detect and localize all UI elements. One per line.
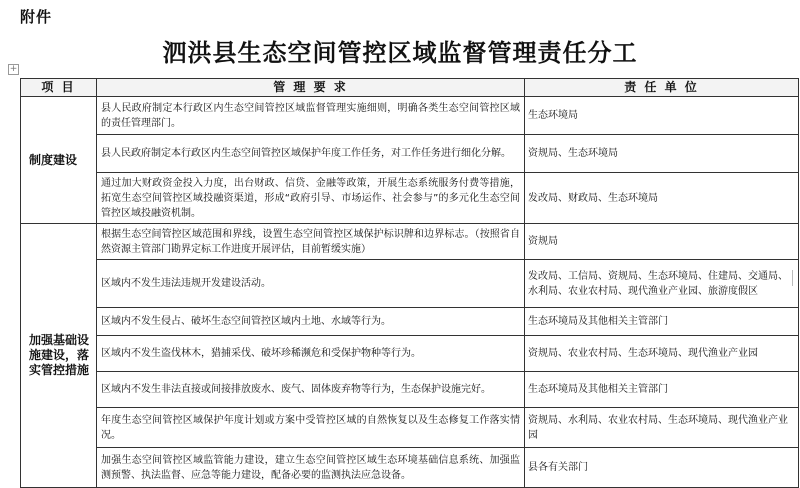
unit-cell: 生态环境局及其他相关主管部门 xyxy=(525,308,799,336)
document-title: 泗洪县生态空间管控区域监督管理责任分工 xyxy=(162,39,638,67)
table-row xyxy=(21,97,799,135)
category-cell: 制度建设 xyxy=(21,97,97,224)
requirement-cell: 区域内不发生违法违规开发建设活动。 xyxy=(97,260,525,308)
unit-cell: 县各有关部门 xyxy=(525,448,799,488)
requirement-cell: 县人民政府制定本行政区内生态空间管控区域监督管理实施细则，明确各类生态空间管控区域的责任管理部门。 xyxy=(97,97,525,135)
table-row xyxy=(21,336,799,372)
unit-cell: 发改局、工信局、资规局、生态环境局、住建局、交通局、水利局、农业农村局、现代渔业产业园、旅游度假区 xyxy=(525,260,799,308)
table-row xyxy=(21,260,799,308)
table-row xyxy=(21,408,799,448)
requirement-cell: 县人民政府制定本行政区内生态空间管控区域保护年度工作任务，对工作任务进行细化分解。 xyxy=(97,135,525,173)
table-row xyxy=(21,372,799,408)
table-row xyxy=(21,173,799,224)
unit-cell: 生态环境局及其他相关主管部门 xyxy=(525,372,799,408)
unit-cell: 资规局、农业农村局、生态环境局、现代渔业产业园 xyxy=(525,336,799,372)
unit-cell: 生态环境局 xyxy=(525,97,799,135)
table-row xyxy=(21,448,799,488)
header-requirement: 管 理 要 求 xyxy=(97,79,525,97)
requirement-cell: 根据生态空间管控区域范围和界线，设置生态空间管控区域保护标识牌和边界标志。（按照省自然资源主管部门勘界定标工作进度开展评估，目前暂缓实施） xyxy=(97,224,525,260)
responsibility-table xyxy=(20,78,799,488)
table-row xyxy=(21,135,799,173)
category-cell: 加强基础设施建设，落实管控措施 xyxy=(21,224,97,488)
unit-cell: 发改局、财政局、生态环境局 xyxy=(525,173,799,224)
attachment-label: 附件 xyxy=(20,8,53,26)
requirement-cell: 区域内不发生侵占、破坏生态空间管控区域内土地、水域等行为。 xyxy=(97,308,525,336)
unit-cell: 资规局、生态环境局 xyxy=(525,135,799,173)
table-header-row xyxy=(21,79,799,97)
requirement-cell: 加强生态空间管控区域监管能力建设，建立生态空间管控区域生态环境基础信息系统、加强监测预警、执法监督、应急等能力建设，配备必要的监测执法应急设备。 xyxy=(97,448,525,488)
table-row xyxy=(21,224,799,260)
requirement-cell: 通过加大财政资金投入力度，出台财政、信贷、金融等政策，开展生态系统服务付费等措施，拓宽生态空间管控区域投融资渠道，形成“政府引导、市场运作、社会参与”的多元化生态空间管控区域投融资机制。 xyxy=(97,173,525,224)
table-row xyxy=(21,308,799,336)
unit-cell: 资规局、水利局、农业农村局、生态环境局、现代渔业产业园 xyxy=(525,408,799,448)
requirement-cell: 区域内不发生盗伐林木，猎捕采伐、破坏珍稀濒危和受保护物种等行为。 xyxy=(97,336,525,372)
requirement-cell: 区域内不发生非法直接或间接排放废水、废气、固体废弃物等行为，生态保护设施完好。 xyxy=(97,372,525,408)
table-move-handle-icon[interactable]: + xyxy=(9,64,18,74)
header-item: 项 目 xyxy=(21,79,97,97)
unit-cell: 资规局 xyxy=(525,224,799,260)
requirement-cell: 年度生态空间管控区域保护年度计划或方案中受管控区域的自然恢复以及生态修复工作落实情况。 xyxy=(97,408,525,448)
header-unit: 责 任 单 位 xyxy=(525,79,799,97)
